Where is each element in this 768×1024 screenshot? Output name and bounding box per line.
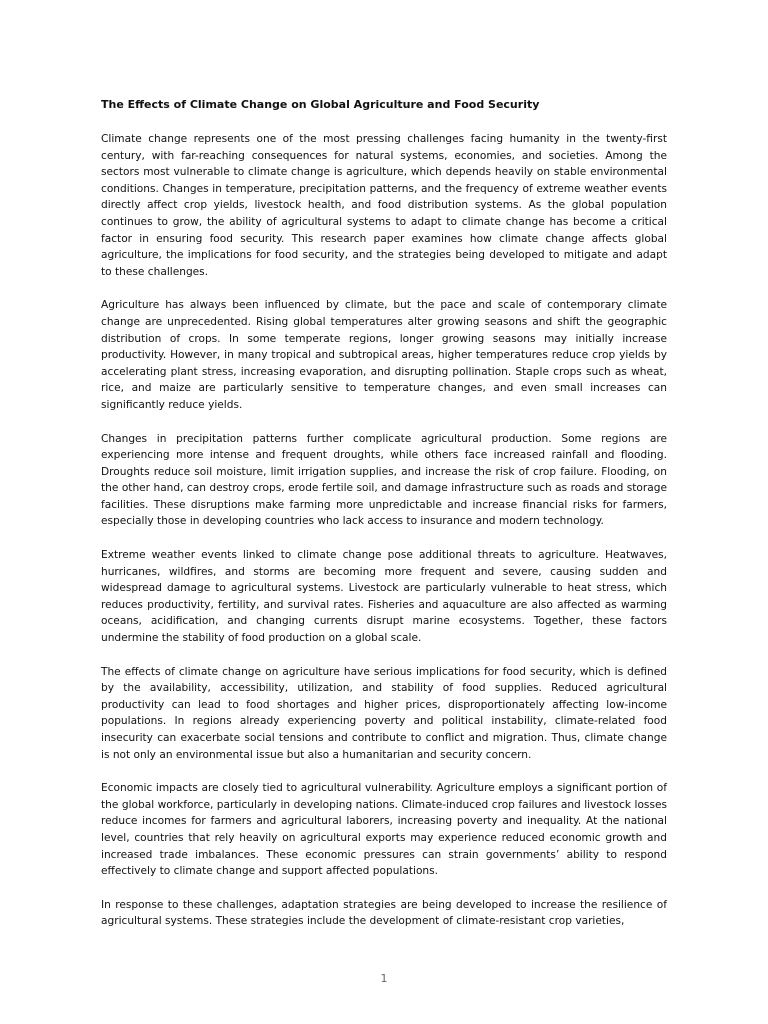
paragraph-extreme-weather: Extreme weather events linked to climate change pose additional threats to agriculture. Heatwaves, hurricanes, wildfires, and storms are becoming more frequent and severe, causing sudden and widespread damage to agricultural systems. Livestock are particularly vulnerable to heat stress, which reduces productivity, fertility, and survival rates. Fisheries and aquaculture are also affected as warming oceans, acidification, and changing currents disrupt marine ecosystems. Together, these factors undermine the stability of food production on a global scale.	[101, 549, 667, 645]
paragraph-temperature: Agriculture has always been influenced by climate, but the pace and scale of contemporary climate change are unprecedented. Rising global temperatures alter growing seasons and shift the geographic distribution of crops. In some temperate regions, longer growing seasons may initially increase productivity. However, in many tropical and subtropical areas, higher temperatures reduce crop yields by accelerating plant stress, increasing evaporation, and disrupting pollination. Staple crops such as wheat, rice, and maize are particularly sensitive to temperature changes, and even small increases can significantly reduce yields.	[101, 299, 667, 411]
document-page	[101, 97, 667, 947]
document-title: The Effects of Climate Change on Global Agriculture and Food Security	[101, 98, 540, 111]
paragraph-food-security: The effects of climate change on agriculture have serious implications for food security, which is defined by the availability, accessibility, utilization, and stability of food supplies. Reduced agricultural productivity can lead to food shortages and higher prices, disproportionately affecting low-income populations. In regions already experiencing poverty and political instability, climate-related food insecurity can exacerbate social tensions and contribute to conflict and migration. Thus, climate change is not only an environmental issue but also a humanitarian and security concern.	[101, 665, 667, 761]
paragraph-intro: Climate change represents one of the most pressing challenges facing humanity in the twenty-first century, with far-reaching consequences for natural systems, economies, and societies. Among the sectors most vulnerable to climate change is agriculture, which depends heavily on stable environmental conditions. Changes in temperature, precipitation patterns, and the frequency of extreme weather events directly affect crop yields, livestock health, and food distribution systems. As the global population continues to grow, the ability of agricultural systems to adapt to climate change has become a critical factor in ensuring food security. This research paper examines how climate change affects global agriculture, the implications for food security, and the strategies being developed to mitigate and adapt to these challenges.	[101, 133, 667, 278]
page-number: 1	[380, 972, 388, 985]
paragraph-precipitation: Changes in precipitation patterns further complicate agricultural production. Some regions are experiencing more intense and frequent droughts, while others face increased rainfall and flooding. Droughts reduce soil moisture, limit irrigation supplies, and increase the risk of crop failure. Flooding, on the other hand, can destroy crops, erode fertile soil, and damage infrastructure such as roads and storage facilities. These disruptions make farming more unpredictable and increase financial risks for farmers, especially those in developing countries who lack access to insurance and modern technology.	[101, 432, 667, 528]
paragraph-economic-impacts: Economic impacts are closely tied to agricultural vulnerability. Agriculture employs a significant portion of the global workforce, particularly in developing nations. Climate-induced crop failures and livestock losses reduce incomes for farmers and agricultural laborers, increasing poverty and inequality. At the national level, countries that rely heavily on agricultural exports may experience reduced economic growth and increased trade imbalances. These economic pressures can strain governments’ ability to respond effectively to climate change and support affected populations.	[101, 782, 667, 878]
paragraph-adaptation: In response to these challenges, adaptation strategies are being developed to increase the resilience of agricultural systems. These strategies include the development of climate-resistant crop varieties,	[101, 898, 667, 928]
